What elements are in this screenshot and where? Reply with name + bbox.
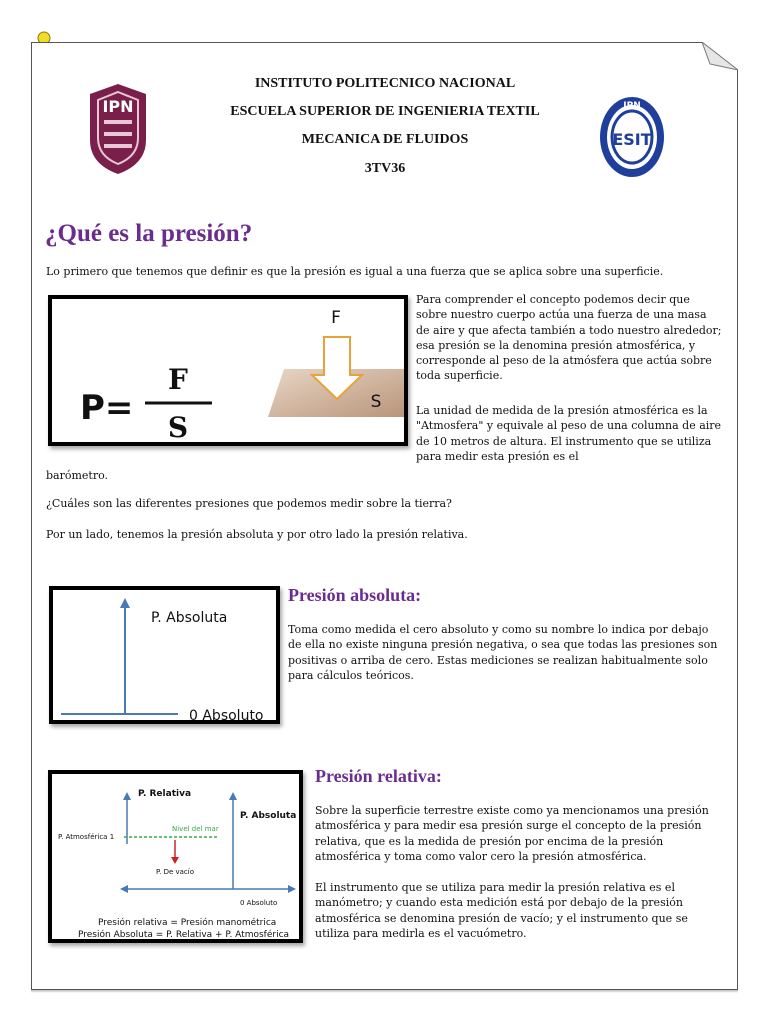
answer-paragraph: Por un lado, tenemos la presión absoluta y por otro lado la presión relativa. xyxy=(46,528,468,541)
paragraph-atmospheric: Para comprender el concepto podemos decir que sobre nuestro cuerpo actúa una fuerza de una masa de aire y que afecta también a todo nuestro alrededor; esa presión se la denomina presión atmosférica, y corresponde al peso de la atmósfera que actúa sobre toda superficie. xyxy=(416,293,722,383)
fig-p-vacio: P. De vacío xyxy=(156,868,195,876)
fig-cero-absoluto: 0 Absoluto xyxy=(240,899,278,907)
formula-denominator: S xyxy=(167,411,189,442)
paragraph-relativa-1: Sobre la superficie terrestre existe como ya mencionamos una presión atmosférica y para medir esa presión surge el concepto de la presión relativa, que es la medida de presión por encima de la presión atmosférica y toma como valor cero la presión atmosférica. xyxy=(315,804,709,863)
intro-paragraph: Lo primero que tenemos que definir es que la presión es igual a una fuerza que se aplica sobre una superficie. xyxy=(46,265,664,278)
absolute-pressure-figure xyxy=(49,586,280,724)
fig-p-absoluta: P. Absoluta xyxy=(240,811,297,821)
fig-eq2: Presión Absoluta = P. Relativa + P. Atmosférica xyxy=(78,930,290,939)
fig-nivel-mar: Nivel del mar xyxy=(172,825,219,833)
esit-logo xyxy=(598,95,666,183)
fig-eq1: Presión relativa = Presión manométrica xyxy=(98,918,277,928)
fig-absoluta-label: P. Absoluta xyxy=(151,610,228,626)
pressure-formula-figure xyxy=(48,295,408,446)
paragraph-relativa-2: El instrumento que se utiliza para medir la presión relativa es el manómetro; y cuando esta medición está por debajo de la presión atmosférica se denomina presión de vacío; y el instrumento que se utiliza para medirla es el vacuómetro. xyxy=(315,881,688,940)
section-title-relativa: Presión relativa: xyxy=(315,766,442,786)
paragraph-unit-end: barómetro. xyxy=(46,469,109,482)
header-school: ESCUELA SUPERIOR DE INGENIERIA TEXTIL xyxy=(230,104,540,119)
svg-text:ESIT: ESIT xyxy=(612,130,652,149)
ipn-logo xyxy=(84,80,152,180)
section-title-presion: ¿Qué es la presión? xyxy=(45,220,253,247)
paragraph-unit: La unidad de medida de la presión atmosférica es la "Atmosfera" y equivale al peso de una columna de aire de 10 metros de altura. El instrumento que se utiliza para medir esta presión es el xyxy=(416,404,722,463)
question-paragraph: ¿Cuáles son las diferentes presiones que podemos medir sobre la tierra? xyxy=(46,497,452,510)
page-bottom-shadow xyxy=(31,990,738,993)
section-title-absoluta: Presión absoluta: xyxy=(288,585,422,605)
fig-p-atm: P. Atmosférica 1 xyxy=(58,833,115,841)
header-group: 3TV36 xyxy=(364,161,406,176)
paragraph-absoluta: Toma como medida el cero absoluto y como su nombre lo indica por debajo de ella no existe ninguna presión negativa, o sea que todas las presiones son positivas o arriba de cero. Estas mediciones se realizan habitualmente solo para cálculos teóricos. xyxy=(288,623,718,682)
header-institution: INSTITUTO POLITECNICO NACIONAL xyxy=(254,76,516,91)
formula-numerator: F xyxy=(168,363,188,396)
force-label: F xyxy=(331,308,341,328)
formula-p: P= xyxy=(80,388,134,428)
surface-label: S xyxy=(370,392,382,412)
page-fold-corner xyxy=(702,42,738,70)
fig-cero-label: 0 Absoluto xyxy=(189,708,264,720)
svg-text:IPN: IPN xyxy=(623,101,641,111)
header-course: MECANICA DE FLUIDOS xyxy=(301,132,469,147)
relative-pressure-figure xyxy=(48,770,303,943)
fig-p-relativa: P. Relativa xyxy=(138,789,192,799)
svg-text:IPN: IPN xyxy=(102,97,134,116)
